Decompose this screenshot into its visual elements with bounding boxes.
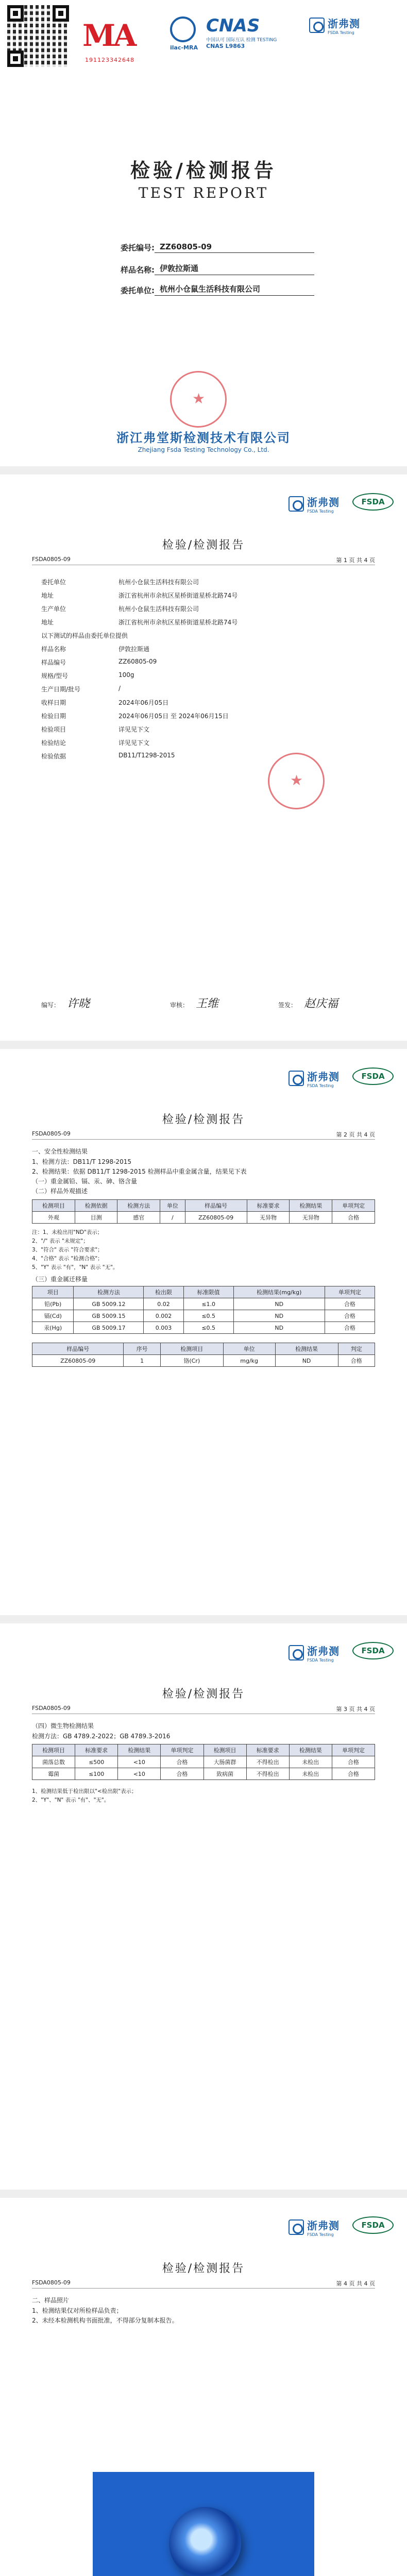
table-row <box>32 1212 375 1224</box>
field-key: 收样日期 <box>41 699 66 706</box>
table-cell: ≤1.0 <box>183 1298 233 1310</box>
chromium-table <box>32 1343 375 1367</box>
cnas-label: CNAS <box>206 15 260 36</box>
page-title: 检验/检测报告 <box>162 2262 245 2275</box>
paragraph: （一）重金属铅、镉、汞、砷、铬含量 <box>32 1178 138 1185</box>
table-cell: 镉(Cd) <box>32 1310 74 1322</box>
cover-info-value: 杭州小仓鼠生活科技有限公司 <box>155 283 314 296</box>
fsda-logo: FSDA <box>352 1067 394 1085</box>
table-cell: ND <box>233 1310 325 1322</box>
table-header-cell: 检测项目 <box>32 1200 75 1212</box>
section-intro: （四）微生物检测结果 <box>32 1722 94 1730</box>
signature-name: 赵庆福 <box>304 997 338 1010</box>
table-header-cell: 项目 <box>32 1286 74 1298</box>
table-cell: 目测 <box>75 1212 117 1224</box>
table-caption: （三）重金属迁移量 <box>32 1276 88 1283</box>
table-cell: 0.002 <box>144 1310 183 1322</box>
table-header-cell: 检测依据 <box>75 1200 117 1212</box>
page-number: 第 3 页 共 4 页 <box>336 1706 375 1713</box>
table-cell: 汞(Hg) <box>32 1322 74 1334</box>
cover-info-value: ZZ60805-09 <box>155 242 314 253</box>
table-cell: 合格 <box>325 1310 375 1322</box>
cover-info-row <box>98 242 314 253</box>
table-row <box>32 1298 375 1310</box>
table-cell: GB 5009.17 <box>74 1322 144 1334</box>
fsda-logo: FSDA <box>352 493 394 511</box>
brand-subtitle: FSDA Testing <box>307 2232 334 2237</box>
table-header-cell: 标准要求 <box>75 1744 118 1756</box>
report-page-1 <box>0 474 407 1041</box>
cover-info-row <box>98 283 314 296</box>
table-cell: 感官 <box>117 1212 160 1224</box>
footnote: 2、"Y"、"N" 表示 "有"、"无"。 <box>32 1797 110 1803</box>
brand-logo <box>289 1643 340 1663</box>
field-row <box>41 671 134 680</box>
cnas-number: CNAS L9863 <box>206 43 245 49</box>
table-row <box>32 1355 375 1367</box>
field-value: 杭州小仓鼠生活科技有限公司 <box>118 605 199 613</box>
report-page-2 <box>0 1049 407 1615</box>
table-cell: <10 <box>118 1756 161 1768</box>
brand-mark-icon <box>289 2219 304 2235</box>
table-row <box>32 1322 375 1334</box>
ilac-logo <box>170 16 201 58</box>
field-value: / <box>118 685 121 692</box>
header-divider <box>32 1139 375 1140</box>
ilac-label: ilac-MRA <box>170 44 198 51</box>
table-cell: 合格 <box>325 1322 375 1334</box>
table-header-cell: 检出限 <box>144 1286 183 1298</box>
field-key: 检验结论 <box>41 739 66 747</box>
table-row <box>32 1768 375 1780</box>
page-title: 检验/检测报告 <box>162 539 245 552</box>
cover-info-row <box>98 263 314 275</box>
table-cell: 菌落总数 <box>32 1756 75 1768</box>
field-key: 委托单位 <box>41 579 66 586</box>
org-name-en: Zhejiang Fsda Testing Technology Co., Ltd. <box>138 446 269 453</box>
field-key: 地址 <box>41 619 54 626</box>
table-header-cell: 检测结果 <box>275 1343 338 1355</box>
field-value: 浙江省杭州市余杭区星桥街道星桥北路74号 <box>118 592 238 599</box>
field-row <box>41 618 238 626</box>
footnote: 4、"合格" 表示 "检测合格"； <box>32 1256 103 1262</box>
table-cell: GB 5009.15 <box>74 1310 144 1322</box>
table-header-cell: 单项判定 <box>332 1744 375 1756</box>
footnote: 注：1、未检出用"ND"表示； <box>32 1229 103 1235</box>
signature-name: 许晓 <box>67 997 90 1010</box>
table-cell: 合格 <box>338 1355 375 1367</box>
table-header-cell: 检测项目 <box>204 1744 246 1756</box>
table-cell: 合格 <box>332 1212 375 1224</box>
table-cell: ≤0.5 <box>183 1310 233 1322</box>
header-divider <box>32 2288 375 2289</box>
page-separator <box>0 1615 407 1623</box>
table-header-cell: 单项判定 <box>325 1286 375 1298</box>
footnote: 1、检测结果低于检出限以"<检出限"表示； <box>32 1788 137 1794</box>
field-row <box>41 591 238 600</box>
table-cell: ND <box>233 1298 325 1310</box>
report-number: FSDA0805-09 <box>32 2279 71 2286</box>
field-key: 规格/型号 <box>41 672 69 680</box>
brand-mark-icon <box>289 496 304 512</box>
field-value: 2024年06月05日 至 2024年06月15日 <box>118 713 229 720</box>
page-number: 第 1 页 共 4 页 <box>336 557 375 564</box>
qr-corner-icon <box>7 5 24 22</box>
cnas-logo <box>206 15 283 49</box>
cover-title-en: TEST REPORT <box>138 184 269 201</box>
appearance-table <box>32 1199 375 1224</box>
cover-title-cn: 检验/检测报告 <box>130 159 277 182</box>
table-cell: 合格 <box>161 1768 204 1780</box>
brand-name: 浙弗测 <box>307 2219 340 2232</box>
ilac-ring-icon <box>170 16 196 42</box>
brand-logo <box>289 1069 340 1088</box>
field-value: ZZ60805-09 <box>118 658 157 665</box>
page-separator <box>0 1041 407 1049</box>
field-row <box>41 645 149 653</box>
table-cell: ZZ60805-09 <box>185 1212 247 1224</box>
field-key: 样品名称 <box>41 646 66 653</box>
table-header-cell: 检测项目 <box>160 1343 223 1355</box>
brand-subtitle: FSDA Testing <box>307 1658 334 1663</box>
cma-number: 191123342648 <box>85 57 134 63</box>
page-number: 第 2 页 共 4 页 <box>336 1131 375 1138</box>
table-header-cell: 样品编号 <box>32 1343 124 1355</box>
brand-name: 浙弗测 <box>307 496 340 509</box>
cnas-subtitle: 中国认可 国际互认 检测 TESTING <box>206 38 277 43</box>
table-cell: <10 <box>118 1768 161 1780</box>
field-key: 检验项目 <box>41 726 66 733</box>
field-row <box>41 738 149 747</box>
table-cell: 未检出 <box>289 1768 332 1780</box>
paragraph: （二）样品外观描述 <box>32 1188 88 1195</box>
brand-subtitle: FSDA Testing <box>307 509 334 514</box>
table-header-cell: 检测结果 <box>289 1744 332 1756</box>
page-title: 检验/检测报告 <box>162 1113 245 1126</box>
table-cell: 不得检出 <box>246 1756 289 1768</box>
table-cell: ≤500 <box>75 1756 118 1768</box>
field-row <box>41 631 128 640</box>
page-title: 检验/检测报告 <box>162 1688 245 1701</box>
table-cell: 外观 <box>32 1212 75 1224</box>
table-header-cell: 判定 <box>338 1343 375 1355</box>
field-value: 2024年06月05日 <box>118 699 169 706</box>
cover-info-label: 委托单位: <box>121 286 155 295</box>
table-header-row <box>32 1200 375 1212</box>
table-cell: ND <box>233 1322 325 1334</box>
cover-info-label: 样品名称: <box>121 265 155 275</box>
table-cell: 不得检出 <box>246 1768 289 1780</box>
footnote: 2、"/" 表示 "未规定"； <box>32 1238 89 1244</box>
field-row <box>41 604 199 613</box>
signature-label: 编写： <box>41 1002 60 1009</box>
table-header-row <box>32 1286 375 1298</box>
signature-label: 审核： <box>170 1002 189 1009</box>
table-cell: mg/kg <box>223 1355 275 1367</box>
report-page-4 <box>0 2198 407 2576</box>
report-page-3 <box>0 1623 407 2190</box>
table-header-cell: 单位 <box>160 1200 185 1212</box>
brand-mark-icon <box>289 1645 304 1660</box>
table-cell: 无异物 <box>247 1212 290 1224</box>
field-row <box>41 711 229 720</box>
field-value: 杭州小仓鼠生活科技有限公司 <box>118 579 199 586</box>
fsda-logo: FSDA <box>352 1642 394 1659</box>
heavy-metal-table <box>32 1286 375 1334</box>
brand-subtitle: FSDA Testing <box>328 30 354 35</box>
qr-corner-icon <box>53 5 69 22</box>
field-key: 以下测试的样品由委托单位提供 <box>41 632 128 639</box>
table-cell: 0.003 <box>144 1322 183 1334</box>
field-value: 详见见下文 <box>118 739 150 747</box>
field-key: 生产日期/批号 <box>41 686 81 693</box>
paragraph: 检测方法：GB 4789.2-2022；GB 4789.3-2016 <box>32 1733 171 1740</box>
cover-info-label: 委托编号: <box>121 243 155 252</box>
field-row <box>41 578 199 586</box>
signature-label: 签发： <box>278 1002 297 1009</box>
page-separator <box>0 466 407 474</box>
brand-mark-icon <box>289 1071 304 1086</box>
table-row <box>32 1756 375 1768</box>
field-value: DB11/T1298-2015 <box>118 752 175 759</box>
org-name-cn: 浙江弗堂斯检测技术有限公司 <box>116 431 291 445</box>
section-intro: 二、样品照片 <box>32 2297 70 2304</box>
field-value: 100g <box>118 671 134 679</box>
table-cell: 无异物 <box>290 1212 332 1224</box>
field-row <box>41 698 168 707</box>
signature-approve <box>278 995 338 1011</box>
field-value: 伊敦拉斯通 <box>118 646 150 653</box>
brand-logo <box>289 494 340 514</box>
cma-logo: MA <box>82 18 135 53</box>
table-row <box>32 1310 375 1322</box>
table-cell: 合格 <box>332 1756 375 1768</box>
table-header-cell: 单项判定 <box>332 1200 375 1212</box>
table-header-cell: 标准限值 <box>183 1286 233 1298</box>
table-header-cell: 标准要求 <box>246 1744 289 1756</box>
table-cell: ≤100 <box>75 1768 118 1780</box>
signature-review <box>170 995 218 1011</box>
table-header-cell: 单项判定 <box>161 1744 204 1756</box>
table-cell: ND <box>275 1355 338 1367</box>
table-cell: 未检出 <box>289 1756 332 1768</box>
table-cell: 1 <box>124 1355 160 1367</box>
cover-page <box>0 0 407 466</box>
brand-mark-icon <box>309 18 325 33</box>
table-header-cell: 检测结果 <box>118 1744 161 1756</box>
brand-logo <box>289 2217 340 2237</box>
table-cell: 大肠菌群 <box>204 1756 246 1768</box>
table-header-cell: 检测项目 <box>32 1744 75 1756</box>
field-value: 详见见下文 <box>118 726 150 733</box>
table-header-row <box>32 1744 375 1756</box>
sample-object-icon <box>169 2507 241 2576</box>
table-header-cell: 检测方法 <box>74 1286 144 1298</box>
field-key: 地址 <box>41 592 54 599</box>
table-cell: 致病菌 <box>204 1768 246 1780</box>
table-cell: / <box>160 1212 185 1224</box>
paragraph: 1、检测结果仅对所检样品负责； <box>32 2307 123 2314</box>
cover-info-value: 伊敦拉斯通 <box>155 263 314 275</box>
table-header-cell: 检测方法 <box>117 1200 160 1212</box>
page-separator <box>0 2190 407 2198</box>
table-cell: 铬(Cr) <box>160 1355 223 1367</box>
field-value: 浙江省杭州市余杭区星桥街道星桥北路74号 <box>118 619 238 626</box>
signature-name: 王维 <box>196 997 219 1010</box>
field-key: 检验依据 <box>41 753 66 760</box>
footnote: 3、"符合" 表示 "符合要求"； <box>32 1247 103 1253</box>
table-cell: 合格 <box>161 1756 204 1768</box>
table-cell: 0.02 <box>144 1298 183 1310</box>
report-number: FSDA0805-09 <box>32 556 71 563</box>
signature-compile <box>41 995 90 1011</box>
brand-name: 浙弗测 <box>307 1071 340 1083</box>
table-header-cell: 检测结果 <box>290 1200 332 1212</box>
table-header-cell: 序号 <box>124 1343 160 1355</box>
table-cell: ZZ60805-09 <box>32 1355 124 1367</box>
brand-name: 浙弗测 <box>307 1645 340 1657</box>
table-header-cell: 标准要求 <box>247 1200 290 1212</box>
table-header-row <box>32 1343 375 1355</box>
table-cell: 霉菌 <box>32 1768 75 1780</box>
page-number: 第 4 页 共 4 页 <box>336 2280 375 2287</box>
field-key: 生产单位 <box>41 605 66 613</box>
seal-stamp <box>268 753 325 809</box>
paragraph: 1、检测方法：DB11/T 1298-2015 <box>32 1158 131 1165</box>
field-key: 检验日期 <box>41 713 66 720</box>
table-header-cell: 检测结果(mg/kg) <box>233 1286 325 1298</box>
table-cell: 合格 <box>332 1768 375 1780</box>
table-header-cell: 样品编号 <box>185 1200 247 1212</box>
table-cell: GB 5009.12 <box>74 1298 144 1310</box>
sample-photo <box>93 2472 314 2576</box>
field-row <box>41 725 149 734</box>
field-row <box>41 685 121 693</box>
field-key: 样品编号 <box>41 659 66 666</box>
table-cell: ≤0.5 <box>183 1322 233 1334</box>
footnote: 5、"Y" 表示 "有"，"N" 表示 "无"。 <box>32 1264 118 1270</box>
field-row <box>41 658 157 667</box>
brand-name: 浙弗测 <box>328 18 360 30</box>
field-row <box>41 752 175 760</box>
brand-subtitle: FSDA Testing <box>307 1083 334 1088</box>
report-number: FSDA0805-09 <box>32 1130 71 1137</box>
brand-logo <box>309 15 360 35</box>
report-number: FSDA0805-09 <box>32 1705 71 1711</box>
microbe-table <box>32 1744 375 1780</box>
seal-stamp <box>170 371 227 428</box>
paragraph: 2、检测结果：依据 DB11/T 1298-2015 检测样品中重金属含量，结果见下表 <box>32 1168 247 1175</box>
table-cell: 铅(Pb) <box>32 1298 74 1310</box>
table-cell: 合格 <box>325 1298 375 1310</box>
section-intro: 一、安全性检测结果 <box>32 1148 88 1155</box>
table-header-cell: 单位 <box>223 1343 275 1355</box>
paragraph: 2、未经本检测机构书面批准，不得部分复制本报告。 <box>32 2317 178 2324</box>
qr-corner-icon <box>7 50 24 67</box>
fsda-logo: FSDA <box>352 2216 394 2234</box>
